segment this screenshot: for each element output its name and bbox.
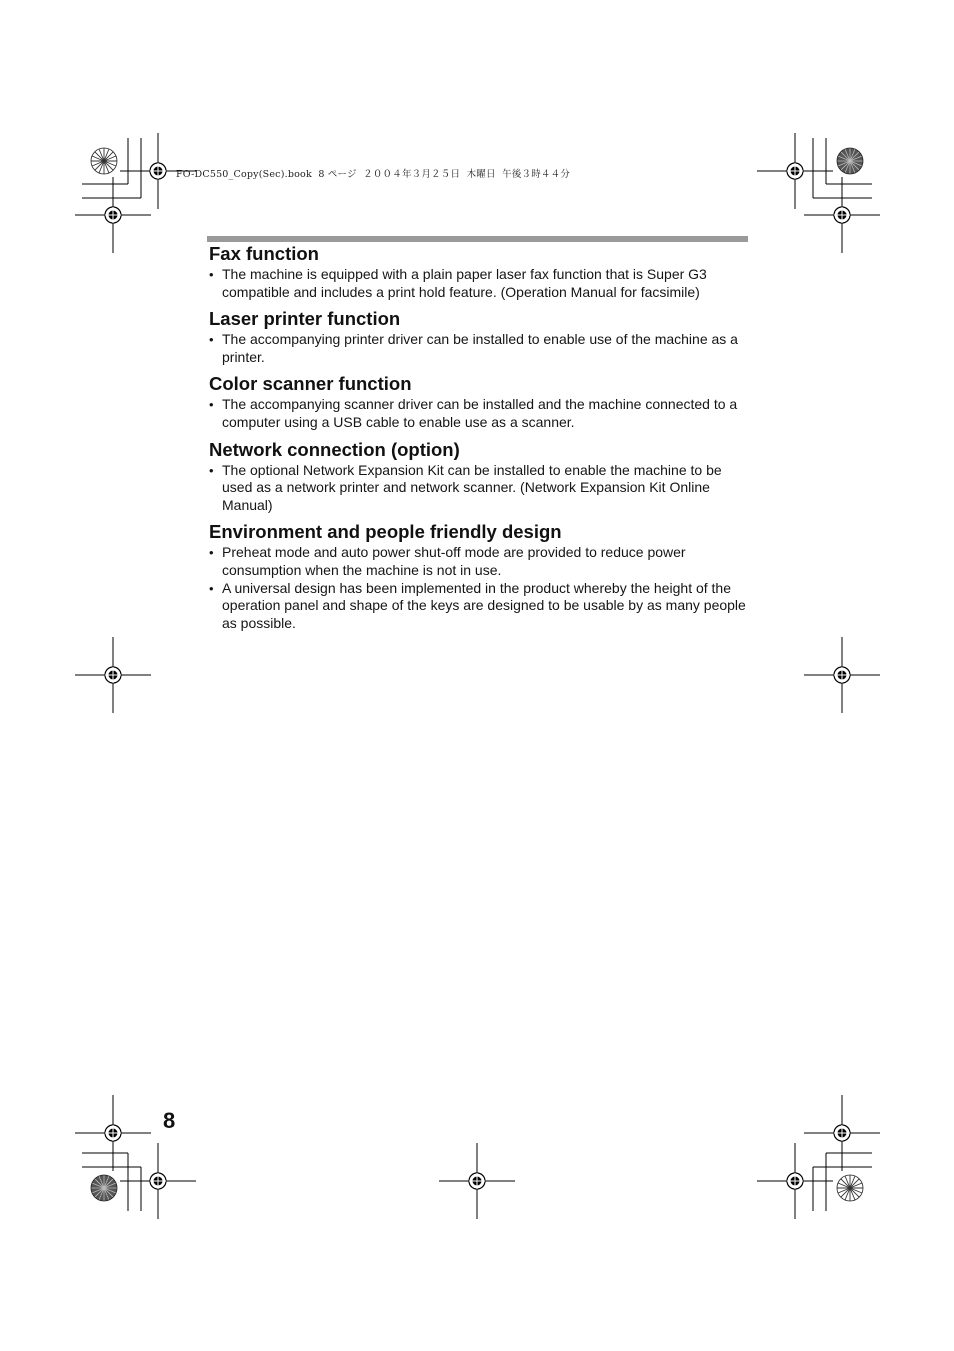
bullet-item: • The machine is equipped with a plain paper laser fax function that is Super G3 compatible and includes a print hold feature. (Operation Manual for facsimile) bbox=[209, 266, 749, 301]
bullet-item: • The optional Network Expansion Kit can be installed to enable the machine to be used as a network printer and network scanner. (Network Expansion Kit Online Manual) bbox=[209, 462, 749, 515]
bullet-item: • A universal design has been implemented in the product whereby the height of the operation panel and shape of the keys are designed to be usable by as many people as possible. bbox=[209, 580, 749, 633]
bullet-item: • The accompanying scanner driver can be installed and the machine connected to a computer using a USB cable to enable use as a scanner. bbox=[209, 396, 749, 431]
section-fax-function bbox=[209, 242, 749, 301]
bullet-item: • The accompanying printer driver can be installed to enable use of the machine as a printer. bbox=[209, 331, 749, 366]
section-environment-design bbox=[209, 520, 749, 632]
bullet-item: • Preheat mode and auto power shut-off mode are provided to reduce power consumption when the machine is not in use. bbox=[209, 544, 749, 579]
section-network-connection bbox=[209, 438, 749, 515]
section-heading: Laser printer function bbox=[209, 308, 401, 330]
section-laser-printer-function bbox=[209, 307, 749, 366]
section-heading: Network connection (option) bbox=[209, 438, 460, 460]
section-heading: Fax function bbox=[209, 243, 319, 264]
page-number: 8 bbox=[163, 1108, 176, 1133]
section-heading: Environment and people friendly design bbox=[209, 521, 562, 543]
feature-list bbox=[209, 242, 749, 632]
section-color-scanner-function bbox=[209, 372, 749, 431]
section-heading: Color scanner function bbox=[209, 373, 412, 395]
print-slug-header: FO-DC550_Copy(Sec).book 8 ページ ２００４年３月２５日 木曜日 午後３時４４分 bbox=[176, 169, 571, 180]
